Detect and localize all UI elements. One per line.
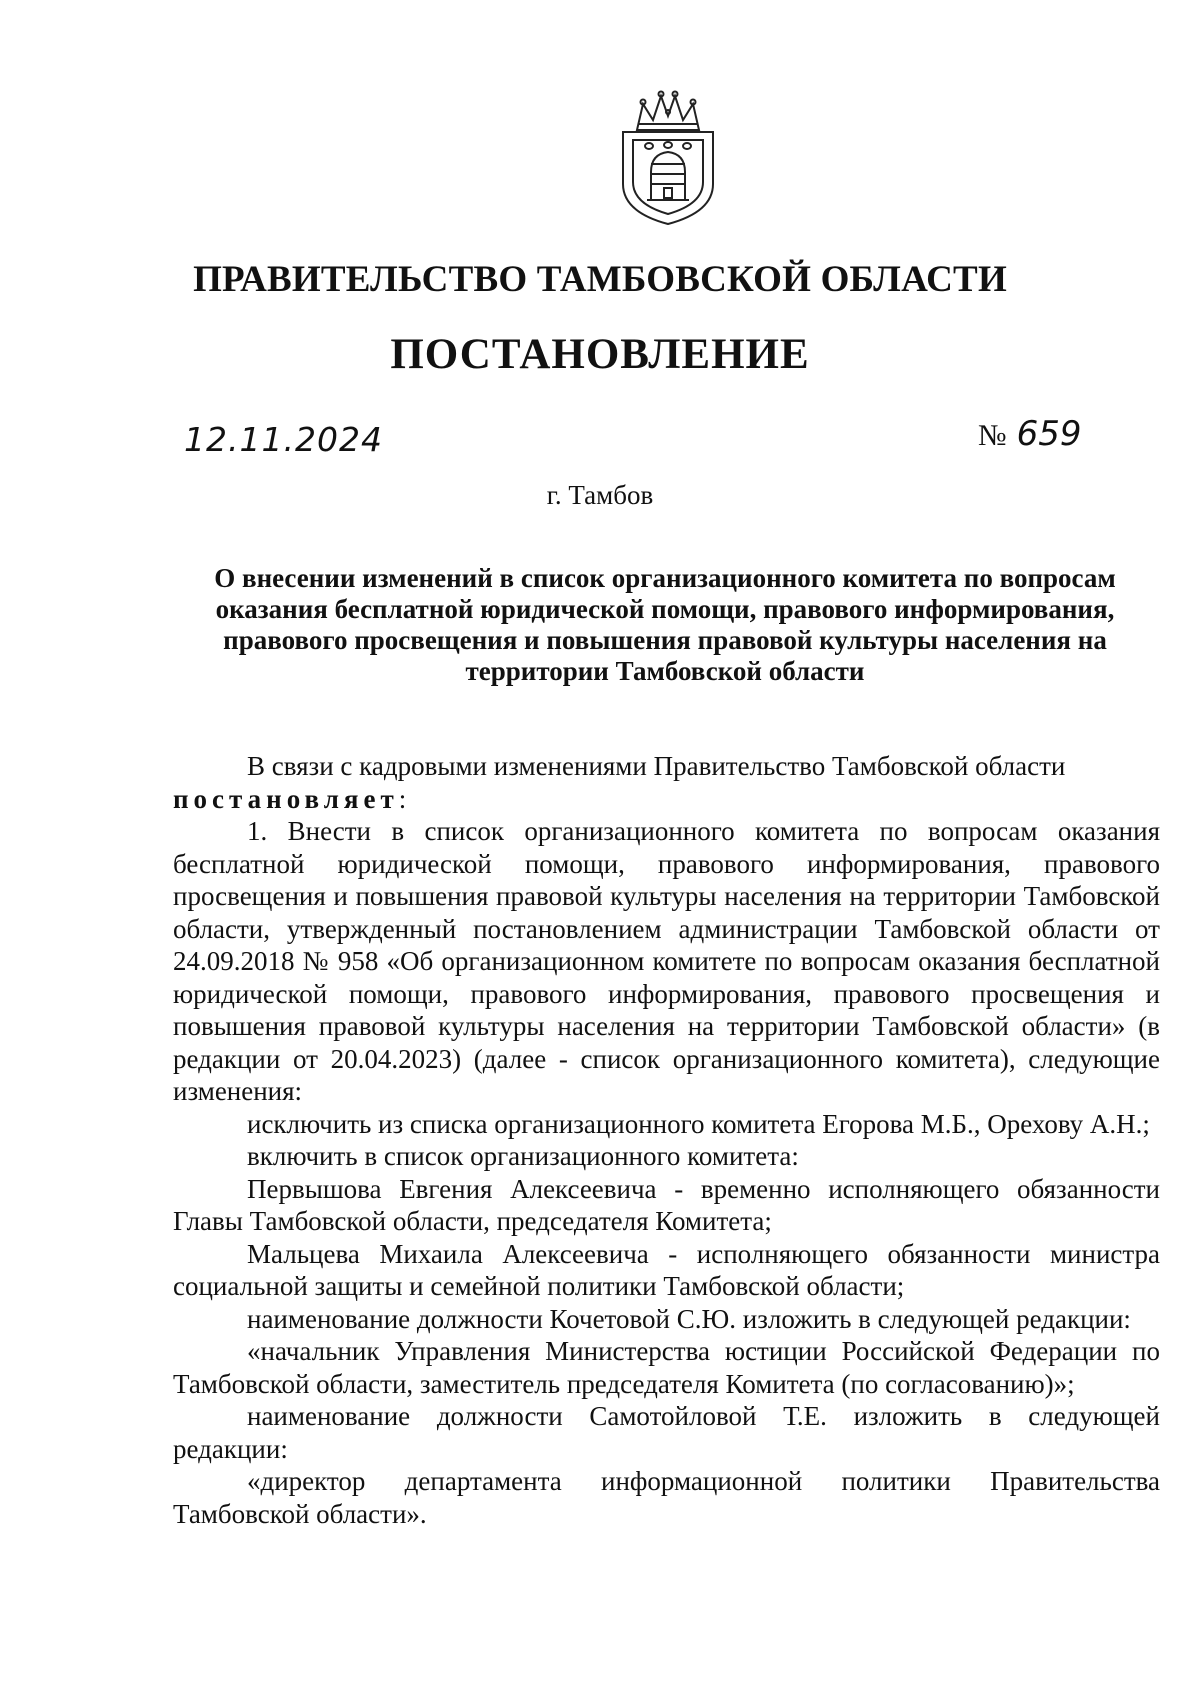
- org-title: ПРАВИТЕЛЬСТВО ТАМБОВСКОЙ ОБЛАСТИ: [193, 259, 1007, 300]
- tambov-coat-of-arms-icon: [615, 88, 721, 228]
- paragraph-5: Мальцева Михаила Алексеевича - исполняющего обязанности министра социальной защиты и семейной политики Тамбовской области;: [173, 1238, 1160, 1301]
- number-label: №: [978, 419, 1007, 452]
- paragraph-7: «начальник Управления Министерства юстиции Российской Федерации по Тамбовской области, заместитель председателя Комитета (по согласованию)»;: [173, 1336, 1160, 1399]
- paragraph-4: Первышова Евгения Алексеевича - временно исполняющего обязанности Главы Тамбовской области, председателя Комитета;: [173, 1173, 1160, 1236]
- number-value: 659: [1016, 414, 1082, 454]
- paragraph-8: наименование должности Самотойловой Т.Е. изложить в следующей редакции:: [173, 1401, 1160, 1464]
- document-kind: ПОСТАНОВЛЕНИЕ: [390, 331, 810, 378]
- decree-line: [173, 783, 1160, 816]
- paragraph-9: «директор департамента информационной политики Правительства Тамбовской области».: [173, 1466, 1160, 1529]
- paragraph-3: включить в список организационного комитета:: [247, 1141, 799, 1171]
- intro-paragraph: [173, 750, 1160, 783]
- document-date: 12.11.2024: [184, 420, 383, 459]
- paragraph-2: исключить из списка организационного комитета Егорова М.Б., Орехову А.Н.;: [247, 1108, 1150, 1139]
- city: г. Тамбов: [546, 480, 654, 510]
- document-heading: О внесении изменений в список организационного комитета по вопросам оказания бесплатной юридической помощи, правового информирования, правового просвещения и повышения правовой культуры населения на территории Тамбовской области: [214, 563, 1116, 686]
- intro-text: В связи с кадровыми изменениями Правительство Тамбовской области: [247, 751, 1066, 781]
- decree-word: постановляет: [173, 783, 399, 814]
- decree-colon: :: [398, 783, 407, 814]
- document-number: [978, 414, 1082, 454]
- paragraph-6: наименование должности Кочетовой С.Ю. изложить в следующей редакции:: [247, 1303, 1131, 1334]
- paragraph-1: 1. Внести в список организационного комитета по вопросам оказания бесплатной юридической помощи, правового информирования, правового просвещения и повышения правовой культуры населения на территории Тамбовской области, утвержденный постановлением администрации Тамбовской области от 24.09.2018 № 958 «Об организационном комитете по вопросам оказания бесплатной юридической помощи, правового информирования, правового просвещения и повышения правовой культуры населения на территории Тамбовской области» (в редакции от 20.04.2023) (далее - список организационного комитета), следующие изменения:: [173, 816, 1160, 1106]
- document-body: [173, 750, 1160, 1530]
